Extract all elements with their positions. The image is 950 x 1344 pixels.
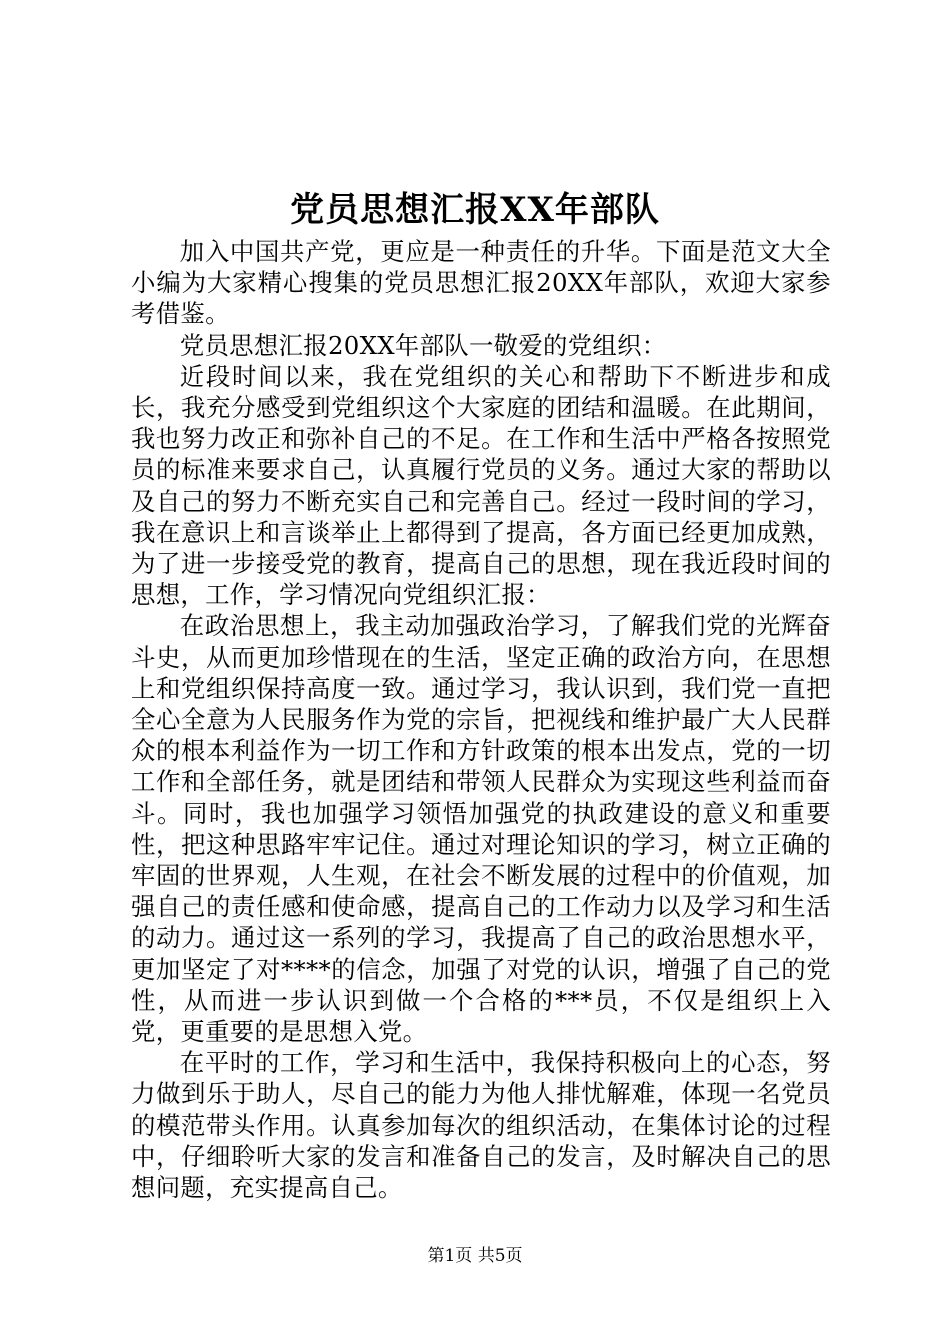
paragraph-salutation: 党员思想汇报20XX年部队一敬爱的党组织：: [179, 330, 667, 360]
page-number-footer: 第1页 共5页: [427, 1246, 523, 1266]
paragraph-intro: 加入中国共产党，更应是一种责任的升华。下面是范文大全小编为大家精心搜集的党员思想汇报20XX年部队，欢迎大家参考借鉴。: [131, 237, 831, 329]
paragraph-political-thought: 在政治思想上，我主动加强政治学习，了解我们党的光辉奋斗史，从而更加珍惜现在的生活，坚定正确的政治方向，在思想上和党组织保持高度一致。通过学习，我认识到，我们党一直把全心全意为人民服务作为党的宗旨，把视线和维护最广大人民群众的根本利益作为一切工作和方针政策的根本出发点，党的一切工作和全部任务，就是团结和带领人民群众为实现这些利益而奋斗。同时，我也加强学习领悟加强党的执政建设的意义和重要性，把这种思路牢牢记住。通过对理论知识的学习，树立正确的牢固的世界观，人生观，在社会不断发展的过程中的价值观，加强自己的责任感和使命感，提高自己的工作动力以及学习和生活的动力。通过这一系列的学习，我提高了自己的政治思想水平，更加坚定了对****的信念，加强了对党的认识，增强了自己的党性，从而进一步认识到做一个合格的***员，不仅是组织上入党，更重要的是思想入党。: [131, 611, 831, 1047]
paragraph-recent-progress: 近段时间以来，我在党组织的关心和帮助下不断进步和成长，我充分感受到党组织这个大家庭的团结和温暖。在此期间，我也努力改正和弥补自己的不足。在工作和生活中严格各按照党员的标准来要求自己，认真履行党员的义务。通过大家的帮助以及自己的努力不断充实自己和完善自己。经过一段时间的学习，我在意识上和言谈举止上都得到了提高，各方面已经更加成熟，为了进一步接受党的教育，提高自己的思想，现在我近段时间的思想，工作，学习情况向党组织汇报：: [131, 361, 831, 610]
document-body: [131, 236, 831, 1203]
document-title: 党员思想汇报XX年部队: [290, 190, 660, 230]
paragraph-daily-work: 在平时的工作，学习和生活中，我保持积极向上的心态，努力做到乐于助人，尽自己的能力为他人排忧解难，体现一名党员的模范带头作用。认真参加每次的组织活动，在集体讨论的过程中，仔细聆听大家的发言和准备自己的发言，及时解决自己的思想问题，充实提高自己。: [131, 1048, 831, 1203]
